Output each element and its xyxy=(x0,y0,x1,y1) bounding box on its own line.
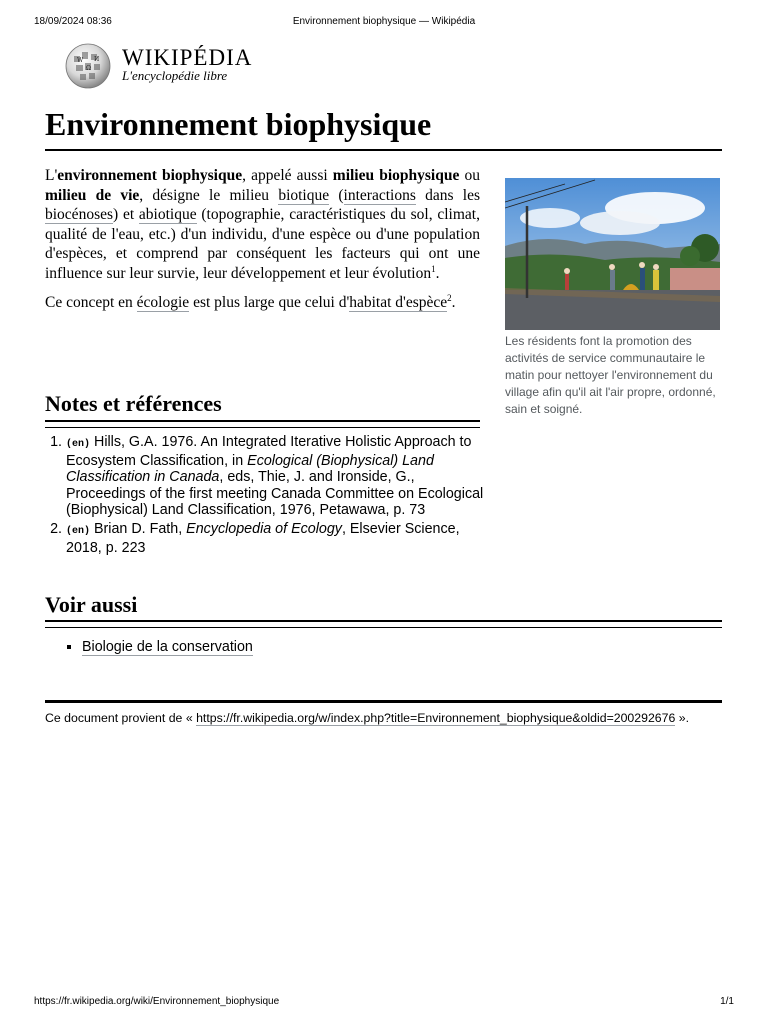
text: L' xyxy=(45,167,58,184)
footnote-ref-2[interactable]: 2 xyxy=(447,292,452,303)
wikipedia-wordmark: WIKIPÉDIA xyxy=(122,45,253,70)
reference-text: Hills, G.A. 1976. An Integrated Iterative Holistic Approach to Ecosystem Classification, in xyxy=(66,434,472,470)
text: ( xyxy=(329,186,344,204)
source-prefix: Ce document provient de « xyxy=(45,711,197,725)
print-footer xyxy=(34,996,734,1010)
footnote-ref-1[interactable]: 1 xyxy=(431,263,436,274)
text: Ce concept en xyxy=(45,294,137,311)
article-figure xyxy=(505,178,720,418)
text: ) et xyxy=(113,206,139,223)
notes-heading: Notes et références xyxy=(45,391,222,416)
language-tag: (en) xyxy=(66,526,91,538)
text: . xyxy=(451,294,456,311)
reference-text: , Elsevier Science, 2018, p. 223 xyxy=(66,521,460,557)
reference-title: Encyclopedia of Ecology xyxy=(186,521,342,538)
text: dans les xyxy=(415,186,480,204)
link-biocenoses[interactable]: biocénoses xyxy=(45,206,114,223)
text: est plus large que celui d' xyxy=(189,294,350,311)
text: , appelé aussi xyxy=(242,167,333,184)
list-item xyxy=(82,638,253,656)
notes-heading-rule xyxy=(45,420,480,428)
source-divider xyxy=(45,700,722,703)
svg-text:Ω: Ω xyxy=(86,65,91,72)
bold-term: milieu de vie xyxy=(45,186,140,204)
intro-paragraph-2 xyxy=(45,293,480,313)
svg-text:W: W xyxy=(77,57,84,64)
wikipedia-logo[interactable] xyxy=(64,42,264,90)
link-biologie-conservation[interactable]: Biologie de la conservation xyxy=(82,639,253,655)
print-footer-url: https://fr.wikipedia.org/wiki/Environnement_biophysique xyxy=(34,996,280,1007)
text: . xyxy=(435,264,440,282)
page-title: Environnement biophysique xyxy=(45,104,722,151)
reference-text: , eds, Thie, J. and Ironside, G., Proceedings of the first meeting Canada Committee on Ecological (Biophysical) Land Classification, 1976, Petawawa, p. 73 xyxy=(66,469,484,518)
intro-paragraph-1 xyxy=(45,166,480,283)
source-line xyxy=(45,711,745,725)
text: ou xyxy=(459,167,480,184)
language-tag: (en) xyxy=(66,439,91,450)
bold-term: environnement biophysique xyxy=(57,167,243,184)
village-road-photo[interactable] xyxy=(505,178,720,330)
link-habitat-espece[interactable]: habitat d'espèce xyxy=(349,294,448,311)
source-suffix: ». xyxy=(675,711,689,725)
link-interactions[interactable]: interactions xyxy=(343,186,416,204)
link-biotique[interactable]: biotique xyxy=(278,186,330,204)
link-ecologie[interactable]: écologie xyxy=(136,294,190,311)
source-link[interactable]: https://fr.wikipedia.org/w/index.php?title=Environnement_biophysique&oldid=200292676 xyxy=(196,711,676,725)
text: , désigne le milieu xyxy=(139,186,279,204)
reference-item xyxy=(66,434,496,518)
svg-text:И: И xyxy=(94,56,100,63)
print-doc-title: Environnement biophysique — Wikipédia xyxy=(292,16,476,27)
figure-caption: Les résidents font la promotion des activités de service communautaire le matin pour nettoyer l'environnement du village afin qu'il ait l'air propre, ordonné, sain et soigné. xyxy=(505,334,716,416)
references-list xyxy=(45,434,496,559)
see-also-heading-rule xyxy=(45,620,722,628)
reference-item xyxy=(66,521,496,556)
bold-term: milieu biophysique xyxy=(332,167,460,184)
print-datetime: 18/09/2024 08:36 xyxy=(34,16,112,27)
reference-text: Brian D. Fath, xyxy=(90,521,187,538)
wikipedia-globe-icon xyxy=(64,42,112,90)
page-number: 1/1 xyxy=(720,996,734,1007)
print-header xyxy=(34,16,734,30)
see-also-heading: Voir aussi xyxy=(45,592,138,617)
see-also-list xyxy=(64,638,253,656)
wikipedia-tagline: L'encyclopédie libre xyxy=(122,68,228,83)
article-intro xyxy=(45,166,480,323)
link-abiotique[interactable]: abiotique xyxy=(138,206,197,223)
reference-title: Ecological (Biophysical) Land Classification in Canada xyxy=(66,453,434,486)
text: (topographie, caractéristiques du sol, climat, qualité de l'eau, etc.) d'un individu, d'une espèce ou d'une population d'espèces, et comprend par conséquent les facteurs qui ont une influence sur leur survie, leur développement et leur évolution xyxy=(45,206,480,282)
